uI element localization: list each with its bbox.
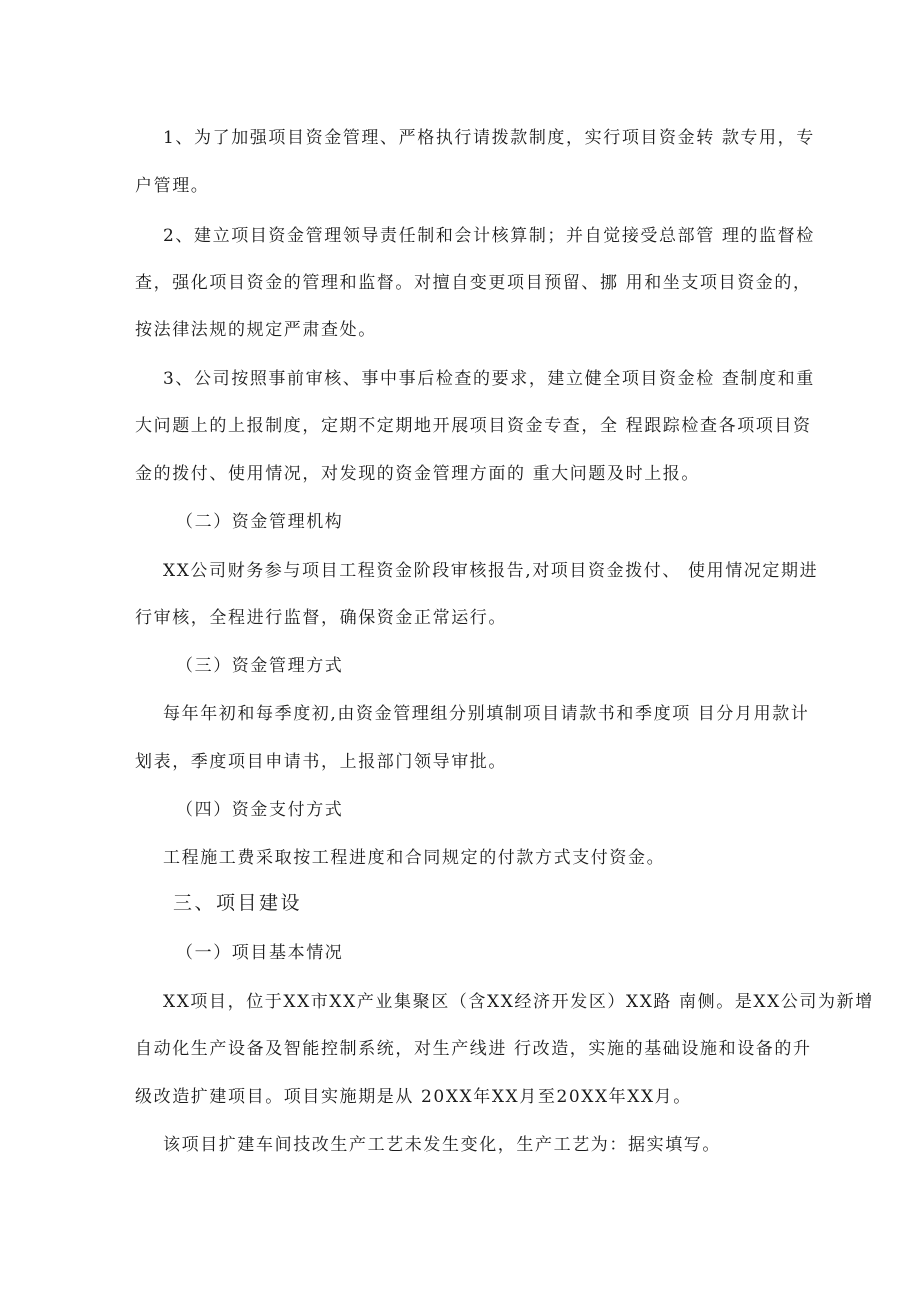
para-fund-management-method-line-1: 每年年初和每季度初,由资金管理组分别填制项目请款书和季度项 目分月用款计 [163, 704, 810, 724]
para-item-2-line-3: 按法律法规的规定严肃查处。 [135, 320, 377, 340]
para-item-3-line-3: 金的拨付、使用情况，对发现的资金管理方面的 重大问题及时上报。 [135, 464, 701, 484]
subheading-fund-management-agency: （二）资金管理机构 [176, 512, 344, 532]
para-fund-management-method-line-2: 划表，季度项目申请书，上报部门领导审批。 [135, 752, 507, 772]
heading-project-construction: 三、项目建设 [173, 892, 303, 914]
para-item-3-line-1: 3、公司按照事前审核、事中事后检查的要求，建立健全项目资金检 查制度和重 [163, 369, 815, 389]
para-project-basic-info-line-3: 级改造扩建项目。项目实施期是从 20XX年XX月至20XX年XX月。 [135, 1087, 692, 1107]
subheading-fund-payment-method: （四）资金支付方式 [176, 800, 344, 820]
para-item-2-line-1: 2、建立项目资金管理领导责任制和会计核算制；并自觉接受总部管 理的监督检 [163, 226, 815, 246]
para-item-3-line-2: 大问题上的上报制度，定期不定期地开展项目资金专查，全 程跟踪检查各项项目资 [135, 416, 812, 436]
para-process-unchanged: 该项目扩建车间技改生产工艺未发生变化，生产工艺为：据实填写。 [163, 1135, 721, 1155]
para-fund-management-agency-line-1: XX公司财务参与项目工程资金阶段审核报告,对项目资金拨付、 使用情况定期进 [163, 561, 819, 581]
para-item-2-line-2: 查，强化项目资金的管理和监督。对擅自变更项目预留、挪 用和坐支项目资金的， [135, 273, 812, 293]
para-project-basic-info-line-1: XX项目，位于XX市XX产业集聚区（含XX经济开发区）XX路 南侧。是XX公司为新增 [163, 992, 874, 1012]
para-project-basic-info-line-2: 自动化生产设备及智能控制系统，对生产线进 行改造，实施的基础设施和设备的升 [135, 1039, 812, 1059]
subheading-fund-management-method: （三）资金管理方式 [176, 656, 344, 676]
para-item-1-line-2: 户管理。 [135, 176, 210, 196]
para-fund-payment-method: 工程施工费采取按工程进度和合同规定的付款方式支付资金。 [163, 848, 666, 868]
subheading-project-basic-info: （一）项目基本情况 [176, 943, 344, 963]
para-item-1-line-1: 1、为了加强项目资金管理、严格执行请拨款制度，实行项目资金转 款专用，专 [163, 128, 815, 148]
para-fund-management-agency-line-2: 行审核，全程进行监督，确保资金正常运行。 [135, 608, 507, 628]
